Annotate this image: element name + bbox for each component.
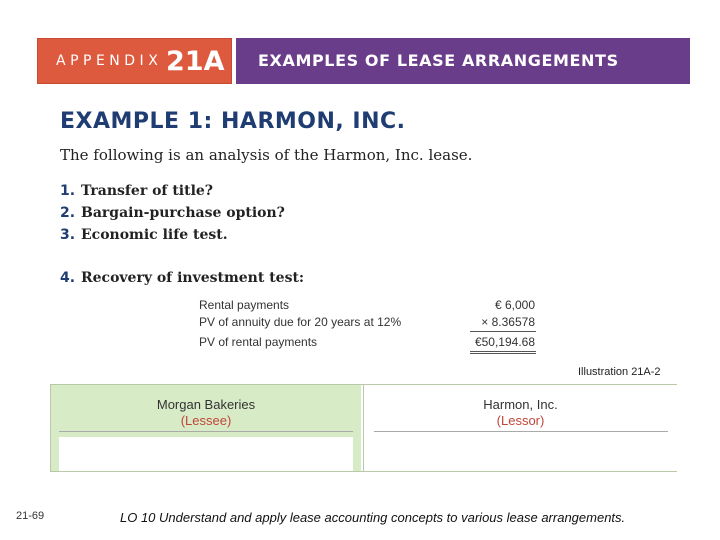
banner-title-box (236, 38, 690, 84)
step-number: 3. (60, 227, 76, 243)
appendix-word: APPENDIX (56, 53, 163, 69)
journal-entry-table (50, 384, 677, 472)
lessee-column (51, 385, 361, 471)
calc-row-label: PV of annuity due for 20 years at 12% (199, 315, 402, 329)
step-number: 2. (60, 205, 76, 221)
lessee-header: Morgan Bakeries (156, 397, 256, 412)
slide-number: 21-69 (16, 510, 45, 522)
illustration-label: Illustration 21A-2 (578, 366, 661, 378)
calc-row-label: Rental payments (199, 298, 290, 312)
lessee-divider (59, 431, 353, 432)
lessor-subheader: (Lessor) (496, 413, 545, 428)
appendix-label-box (37, 38, 232, 84)
lessor-column (363, 385, 677, 471)
lessee-subheader: (Lessee) (180, 413, 232, 428)
calc-row-value: €50,194.68 (474, 335, 535, 349)
example-title: EXAMPLE 1: HARMON, INC. (60, 109, 406, 134)
total-double-rule (470, 353, 536, 354)
lessee-entry-area (59, 437, 353, 471)
subtotal-rule (470, 331, 536, 332)
step-label: Bargain-purchase option? (81, 205, 285, 221)
appendix-banner (37, 38, 690, 84)
step-number: 4. (60, 270, 76, 286)
banner-title: EXAMPLES OF LEASE ARRANGEMENTS (258, 51, 619, 70)
calc-row-value: € 6,000 (494, 298, 535, 312)
calc-row-value: × 8.36578 (481, 315, 535, 329)
lessor-header: Harmon, Inc. (483, 397, 558, 412)
total-rule (470, 351, 536, 352)
example-intro: The following is an analysis of the Harmon, Inc. lease. (60, 146, 473, 164)
appendix-number: 21A (166, 46, 225, 77)
learning-objective: LO 10 Understand and apply lease accounting concepts to various lease arrangements. (120, 510, 626, 525)
step-label: Transfer of title? (81, 183, 214, 199)
step-label: Recovery of investment test: (81, 270, 305, 286)
calc-row-label: PV of rental payments (199, 335, 318, 349)
step-number: 1. (60, 183, 76, 199)
step-label: Economic life test. (81, 227, 228, 243)
lessor-divider (374, 431, 668, 432)
